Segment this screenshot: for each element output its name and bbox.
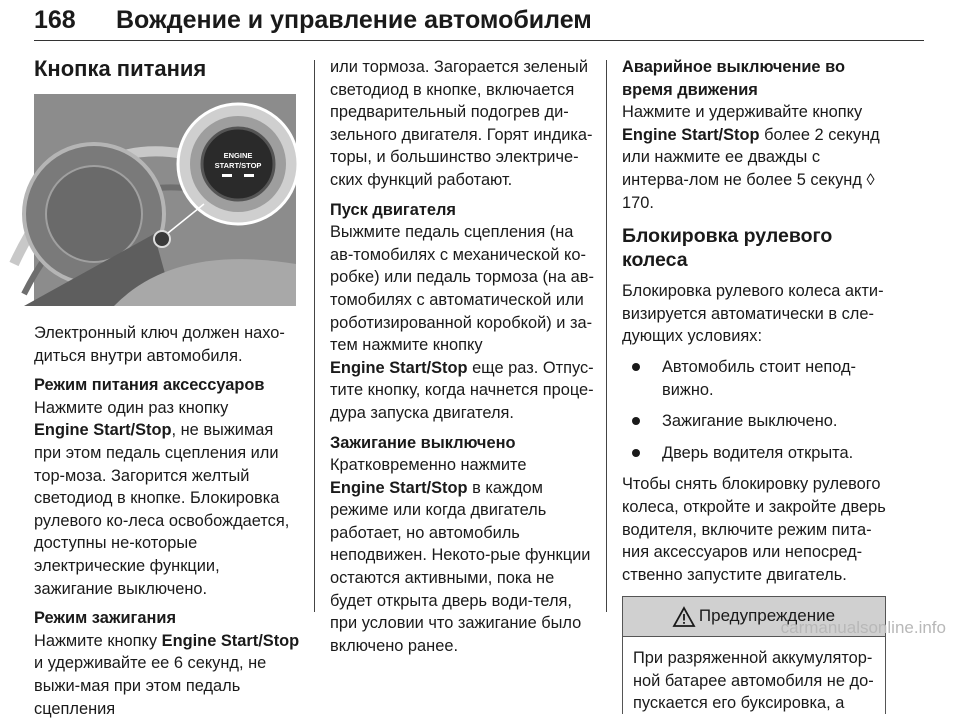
bullet-icon <box>632 417 640 425</box>
section-title-steering-lock: Блокировка рулевого колеса <box>622 225 833 272</box>
heading-accessory-mode: Режим питания аксессуаров <box>34 376 265 395</box>
header-divider <box>34 40 924 41</box>
list-item <box>622 442 890 465</box>
engine-start-stop-label: Engine Start/Stop <box>161 631 300 650</box>
emergency-text-pre: Нажмите и удерживайте кнопку <box>622 103 863 122</box>
list-item-text: Автомобиль стоит непод-вижно. <box>662 357 856 399</box>
warning-triangle-icon <box>673 607 695 627</box>
ignition-mode-text <box>34 630 302 720</box>
page-header <box>34 4 924 44</box>
warning-box <box>622 596 886 714</box>
page-number: 168 <box>34 6 76 34</box>
engine-start-stop-label: Engine Start/Stop <box>330 478 468 497</box>
column-2 <box>330 56 598 664</box>
engine-start-text <box>330 221 598 424</box>
off-text-pre: Кратковременно нажмите <box>330 456 527 475</box>
warning-text: При разряженной аккумулятор-ной батарее автомобиля не до-пускается его буксировка, а <box>633 649 874 713</box>
dashboard-illustration <box>34 94 296 306</box>
accessory-mode-text <box>34 397 302 600</box>
accessory-text-pre: Нажмите один раз кнопку <box>34 398 229 417</box>
ignition-off-text <box>330 454 598 657</box>
steering-lock-intro: Блокировка рулевого колеса акти-визируется автоматически в сле-дующих условиях: <box>622 282 884 346</box>
bullet-icon <box>632 363 640 371</box>
ignition-text-post: и удерживайте ее 6 секунд, не выжи-мая при этом педаль сцепления <box>34 654 267 718</box>
column-divider-2 <box>606 60 607 612</box>
list-item <box>622 356 890 401</box>
list-item-text: Зажигание выключено. <box>662 412 838 431</box>
steering-unlock-text: Чтобы снять блокировку рулевого колеса, откройте и закройте дверь водителя, включите режим пита-ния аксессуаров или непосред-ственно запустите двигатель. <box>622 475 886 584</box>
accessory-text-post: , не выжимая при этом педаль сцепления или тор-моза. Загорится желтый светодиод в кнопке. Блокировка рулевого ко-леса освобождается, доступны не-которые электрические функции, зажигание выключено. <box>34 421 290 598</box>
heading-ignition-mode: Режим зажигания <box>34 609 177 628</box>
section-title-power-button: Кнопка питания <box>34 56 207 81</box>
intro-text: Электронный ключ должен нахо-диться внутри автомобиля. <box>34 324 285 365</box>
start-text-pre: Выжмите педаль сцепления (на ав-томобилях с механической ко-робке) или педаль тормоза (на ав-томобилях с автоматической или роботизированной коробкой) и за-тем нажмите кнопку <box>330 223 594 355</box>
chapter-title: Вождение и управление автомобилем <box>116 6 592 34</box>
page-reference-icon: ◊ <box>866 170 875 189</box>
start-text-post: еще раз. Отпус-тите кнопку, когда начнется проце-дура запуска двигателя. <box>330 358 594 422</box>
engine-start-stop-illustration <box>34 94 296 306</box>
list-item <box>622 410 890 433</box>
button-label-line1: ENGINE <box>223 151 253 160</box>
heading-engine-start: Пуск двигателя <box>330 200 456 219</box>
page-reference-link[interactable]: 170. <box>622 193 654 212</box>
column-3 <box>622 56 890 714</box>
ignition-text-pre: Нажмите кнопку <box>34 631 158 650</box>
bullet-icon <box>632 449 640 457</box>
emergency-text-post: более 2 секунд или нажмите ее дважды с интерва-лом не более 5 секунд <box>622 125 880 189</box>
button-label-line2: START/STOP <box>214 161 262 170</box>
engine-start-stop-label: Engine Start/Stop <box>622 125 760 144</box>
engine-start-stop-label: Engine Start/Stop <box>330 358 468 377</box>
emergency-shutdown-text <box>622 101 890 214</box>
list-item-text: Дверь водителя открыта. <box>662 443 854 462</box>
steering-lock-conditions <box>622 356 890 464</box>
column-divider-1 <box>314 60 315 612</box>
engine-start-stop-label: Engine Start/Stop <box>34 421 172 440</box>
column-1 <box>34 56 302 727</box>
watermark: carmanualsonline.info <box>780 618 946 637</box>
warning-title: Предупреждение <box>698 606 836 626</box>
heading-emergency-shutdown: Аварийное выключение во время движения <box>622 58 845 99</box>
heading-ignition-off: Зажигание выключено <box>330 433 516 452</box>
ignition-mode-continued: или тормоза. Загорается зеленый светодиод в кнопке, включается предварительный подогрев ди-зельного двигателя. Горят индика-торы, и большинство электриче-ских функций работают. <box>330 58 593 189</box>
off-text-post: в каждом режиме или когда двигатель работает, но автомобиль неподвижен. Некото-рые функции остаются активными, пока не будет открыта дверь води-теля, при условии что зажигание было включено ранее. <box>330 478 591 655</box>
